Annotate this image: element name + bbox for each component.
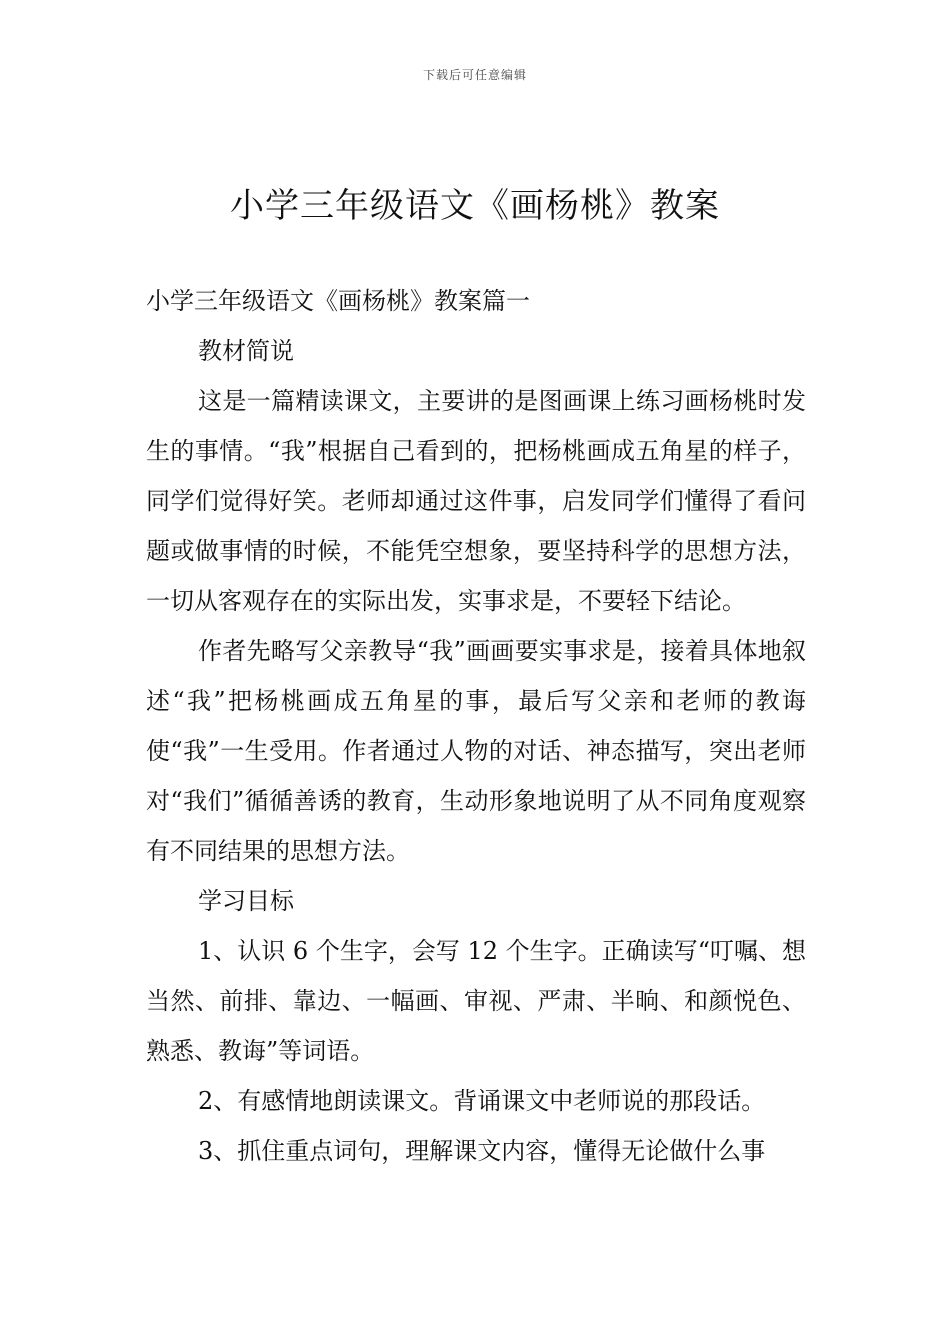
paragraph-material-1: 这是一篇精读课文，主要讲的是图画课上练习画杨桃时发生的事情。“我”根据自己看到的，把杨桃画成五角星的样子，同学们觉得好笑。老师却通过这件事，启发同学们懂得了看问题或做事情的时候，不能凭空想象，要坚持科学的思想方法，一切从客观存在的实际出发，实事求是，不要轻下结论。 <box>146 387 806 615</box>
document-body <box>146 276 806 1176</box>
document-title: 小学三年级语文《画杨桃》教案 <box>230 186 720 226</box>
heading-goals: 学习目标 <box>198 887 294 915</box>
header-note: 下载后可任意编辑 <box>422 68 527 82</box>
goal-item-1: 1、认识 6 个生字，会写 12 个生字。正确读写“叮嘱、想当然、前排、靠边、一幅画、审视、严肃、半晌、和颜悦色、熟悉、教诲”等词语。 <box>146 937 806 1065</box>
goal-item-2: 2、有感情地朗读课文。背诵课文中老师说的那段话。 <box>198 1087 766 1115</box>
paragraph-material-2: 作者先略写父亲教导“我”画画要实事求是，接着具体地叙述“我”把杨桃画成五角星的事，最后写父亲和老师的教诲使“我”一生受用。作者通过人物的对话、神态描写，突出老师对“我们”循循善诱的教育，生动形象地说明了从不同角度观察有不同结果的思想方法。 <box>146 637 806 865</box>
heading-material: 教材简说 <box>198 337 294 365</box>
section-title: 小学三年级语文《画杨桃》教案篇一 <box>146 287 530 315</box>
goal-item-3: 3、抓住重点词句，理解课文内容，懂得无论做什么事 <box>198 1137 766 1165</box>
